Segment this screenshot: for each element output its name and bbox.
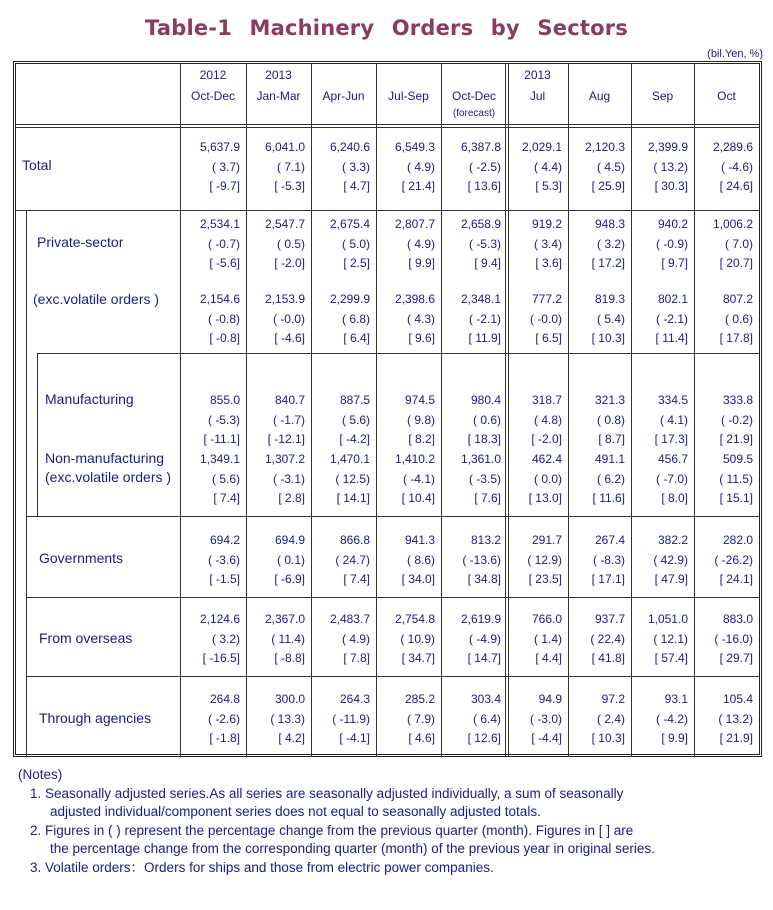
qoq-change-cell: ( -0.2) bbox=[720, 412, 753, 427]
column-header-0 bbox=[180, 65, 246, 107]
yoy-change-cell: [ 17.3] bbox=[654, 432, 688, 446]
qoq-change-cell: ( 6.2) bbox=[596, 471, 625, 486]
qoq-change-cell: ( -11.9) bbox=[332, 711, 370, 726]
column-header-period: Oct-Dec bbox=[190, 89, 235, 103]
value-cell: 2,807.7 bbox=[394, 217, 435, 231]
qoq-change-cell: ( 13.2) bbox=[653, 159, 688, 174]
qoq-change-cell: ( 12.9) bbox=[527, 552, 562, 567]
column-header-year: 2013 bbox=[524, 68, 551, 82]
value-cell: 282.0 bbox=[722, 533, 753, 547]
value-cell: 6,240.6 bbox=[329, 140, 370, 154]
yoy-change-cell: [ 21.9] bbox=[719, 432, 753, 446]
yoy-change-cell: [ -1.8] bbox=[209, 731, 240, 745]
value-cell: 333.8 bbox=[722, 393, 753, 407]
qoq-change-cell: ( 4.9) bbox=[406, 159, 435, 174]
value-cell: 2,348.1 bbox=[460, 292, 501, 306]
column-header-1 bbox=[246, 65, 311, 107]
qoq-change-cell: ( -3.5) bbox=[468, 471, 501, 486]
value-cell: 2,675.4 bbox=[329, 217, 370, 231]
yoy-change-cell: [ 9.9] bbox=[661, 731, 688, 745]
yoy-change-cell: [ 11.4] bbox=[655, 331, 688, 345]
qoq-change-cell: ( 6.4) bbox=[472, 711, 501, 726]
header-divider bbox=[16, 124, 759, 125]
value-cell: 2,483.7 bbox=[329, 612, 370, 626]
qoq-change-cell: ( 5.4) bbox=[596, 311, 625, 326]
yoy-change-cell: [ 8.7] bbox=[598, 432, 625, 446]
value-cell: 267.4 bbox=[594, 533, 625, 547]
yoy-change-cell: [ -5.6] bbox=[209, 256, 240, 270]
qoq-change-cell: ( 5.6) bbox=[211, 471, 240, 486]
row-divider-overseas bbox=[26, 597, 759, 598]
yoy-change-cell: [ 24.1] bbox=[719, 572, 753, 586]
qoq-change-cell: ( 10.9) bbox=[400, 631, 435, 646]
yoy-change-cell: [ 13.0] bbox=[528, 491, 562, 505]
value-cell: 694.9 bbox=[274, 533, 305, 547]
qoq-change-cell: ( 6.8) bbox=[341, 311, 370, 326]
qoq-change-cell: ( 4.4) bbox=[533, 159, 562, 174]
qoq-change-cell: ( -2.1) bbox=[468, 311, 501, 326]
qoq-change-cell: ( -0.9) bbox=[655, 236, 688, 251]
yoy-change-cell: [ 4.7] bbox=[343, 179, 370, 193]
column-header-2 bbox=[311, 65, 376, 107]
qoq-change-cell: ( -16.0) bbox=[714, 631, 753, 646]
value-cell: 6,549.3 bbox=[394, 140, 435, 154]
column-header-year: 2013 bbox=[265, 68, 292, 82]
qoq-change-cell: ( 3.7) bbox=[211, 159, 240, 174]
column-header-year bbox=[441, 65, 507, 86]
value-cell: 1,307.2 bbox=[264, 452, 305, 466]
column-header-period: Sep bbox=[651, 89, 674, 103]
value-cell: 462.4 bbox=[531, 452, 562, 466]
qoq-change-cell: ( -3.6) bbox=[207, 552, 240, 567]
qoq-change-cell: ( 2.4) bbox=[596, 711, 625, 726]
value-cell: 321.3 bbox=[594, 393, 625, 407]
value-cell: 491.1 bbox=[594, 452, 625, 466]
qoq-change-cell: ( 1.4) bbox=[533, 631, 562, 646]
column-header-year bbox=[568, 65, 631, 86]
value-cell: 840.7 bbox=[274, 393, 305, 407]
yoy-change-cell: [ 21.4] bbox=[401, 179, 435, 193]
value-cell: 1,051.0 bbox=[647, 612, 688, 626]
qoq-change-cell: ( -3.0) bbox=[529, 711, 562, 726]
yoy-change-cell: [ 34.8] bbox=[467, 572, 501, 586]
unit-label: (bil.Yen, %) bbox=[707, 48, 763, 60]
qoq-change-cell: ( -4.1) bbox=[402, 471, 435, 486]
yoy-change-cell: [ 7.6] bbox=[474, 491, 501, 505]
value-cell: 919.2 bbox=[531, 217, 562, 231]
qoq-change-cell: ( 4.8) bbox=[533, 412, 562, 427]
column-header-period: Aug bbox=[588, 89, 611, 103]
qoq-change-cell: ( 11.5) bbox=[719, 471, 753, 486]
yoy-change-cell: [ 3.6] bbox=[535, 256, 562, 270]
value-cell: 2,658.9 bbox=[460, 217, 501, 231]
yoy-change-cell: [ 21.9] bbox=[719, 731, 753, 745]
value-cell: 2,619.9 bbox=[460, 612, 501, 626]
yoy-change-cell: [ 41.8] bbox=[591, 651, 625, 665]
yoy-change-cell: [ 7.4] bbox=[213, 491, 240, 505]
notes-heading: (Notes) bbox=[18, 767, 63, 782]
yoy-change-cell: [ 10.3] bbox=[591, 731, 625, 745]
row-label: Non-manufacturing bbox=[45, 450, 165, 466]
value-cell: 264.3 bbox=[339, 692, 370, 706]
yoy-change-cell: [ 20.7] bbox=[719, 256, 753, 270]
value-cell: 300.0 bbox=[274, 692, 305, 706]
qoq-change-cell: ( -3.1) bbox=[272, 471, 305, 486]
value-cell: 2,289.6 bbox=[712, 140, 753, 154]
yoy-change-cell: [ -2.0] bbox=[274, 256, 305, 270]
yoy-change-cell: [ -0.8] bbox=[209, 331, 240, 345]
column-header-year bbox=[376, 65, 441, 86]
qoq-change-cell: ( 12.1) bbox=[653, 631, 688, 646]
row-label: From overseas bbox=[39, 630, 133, 646]
yoy-change-cell: [ -16.5] bbox=[202, 651, 240, 665]
value-cell: 285.2 bbox=[404, 692, 435, 706]
value-cell: 382.2 bbox=[657, 533, 688, 547]
value-cell: 937.7 bbox=[594, 612, 625, 626]
value-cell: 509.5 bbox=[722, 452, 753, 466]
row-label: Governments bbox=[39, 550, 124, 566]
qoq-change-cell: ( 42.9) bbox=[653, 552, 688, 567]
qoq-change-cell: ( -0.8) bbox=[207, 311, 240, 326]
yoy-change-cell: [ 24.6] bbox=[719, 179, 753, 193]
value-cell: 819.3 bbox=[594, 292, 625, 306]
qoq-change-cell: ( 4.5) bbox=[596, 159, 625, 174]
value-cell: 2,367.0 bbox=[264, 612, 305, 626]
yoy-change-cell: [ 34.7] bbox=[401, 651, 435, 665]
value-cell: 766.0 bbox=[531, 612, 562, 626]
value-cell: 456.7 bbox=[657, 452, 688, 466]
qoq-change-cell: ( 7.0) bbox=[724, 236, 753, 251]
column-header-year bbox=[694, 65, 759, 86]
yoy-change-cell: [ 18.3] bbox=[467, 432, 501, 446]
yoy-change-cell: [ -5.3] bbox=[274, 179, 305, 193]
qoq-change-cell: ( -13.6) bbox=[462, 552, 501, 567]
qoq-change-cell: ( 9.8) bbox=[406, 412, 435, 427]
yoy-change-cell: [ -4.2] bbox=[339, 432, 370, 446]
value-cell: 93.1 bbox=[664, 692, 688, 706]
column-header-7 bbox=[631, 65, 694, 107]
note-2-cont: the percentage change from the corresponding quarter (month) of the previous year in original series. bbox=[50, 841, 655, 857]
yoy-change-cell: [ 8.2] bbox=[408, 432, 435, 446]
row-label: Manufacturing bbox=[45, 391, 134, 407]
value-cell: 2,120.3 bbox=[584, 140, 625, 154]
column-header-period: Oct-Dec bbox=[451, 89, 496, 103]
qoq-change-cell: ( 12.5) bbox=[335, 471, 370, 486]
value-cell: 866.8 bbox=[339, 533, 370, 547]
yoy-change-cell: [ 14.1] bbox=[336, 491, 370, 505]
qoq-change-cell: ( -4.9) bbox=[468, 631, 501, 646]
value-cell: 802.1 bbox=[657, 292, 688, 306]
yoy-change-cell: [ 4.6] bbox=[408, 731, 435, 745]
yoy-change-cell: [ 8.0] bbox=[661, 491, 688, 505]
row-divider-governments bbox=[26, 516, 759, 517]
yoy-change-cell: [ -12.1] bbox=[267, 432, 305, 446]
qoq-change-cell: ( -4.6) bbox=[720, 159, 753, 174]
qoq-change-cell: ( 24.7) bbox=[335, 552, 370, 567]
column-header-3 bbox=[376, 65, 441, 107]
qoq-change-cell: ( -1.7) bbox=[272, 412, 305, 427]
yoy-change-cell: [ -8.8] bbox=[274, 651, 305, 665]
qoq-change-cell: ( -0.0) bbox=[529, 311, 562, 326]
qoq-change-cell: ( -0.7) bbox=[207, 236, 240, 251]
value-cell: 807.2 bbox=[722, 292, 753, 306]
column-header-year: 2012 bbox=[199, 68, 227, 82]
yoy-change-cell: [ 25.9] bbox=[591, 179, 625, 193]
row-divider-total bbox=[16, 210, 759, 211]
yoy-change-cell: [ 11.9] bbox=[468, 331, 501, 345]
value-cell: 1,006.2 bbox=[712, 217, 753, 231]
yoy-change-cell: [ 34.0] bbox=[401, 572, 435, 586]
yoy-change-cell: [ 23.5] bbox=[528, 572, 562, 586]
column-header-year bbox=[311, 65, 376, 86]
value-cell: 6,041.0 bbox=[264, 140, 305, 154]
value-cell: 777.2 bbox=[531, 292, 562, 306]
yoy-change-cell: [ 4.4] bbox=[535, 651, 562, 665]
yoy-change-cell: [ -4.1] bbox=[339, 731, 370, 745]
value-cell: 2,154.6 bbox=[199, 292, 240, 306]
qoq-change-cell: ( -7.0) bbox=[655, 471, 688, 486]
qoq-change-cell: ( -4.2) bbox=[655, 711, 688, 726]
qoq-change-cell: ( -2.5) bbox=[468, 159, 501, 174]
yoy-change-cell: [ -1.5] bbox=[209, 572, 240, 586]
yoy-change-cell: [ 14.7] bbox=[467, 651, 501, 665]
yoy-change-cell: [ 30.3] bbox=[654, 179, 688, 193]
value-cell: 334.5 bbox=[657, 393, 688, 407]
yoy-change-cell: [ 17.2] bbox=[591, 256, 625, 270]
qoq-change-cell: ( 4.1) bbox=[659, 412, 688, 427]
value-cell: 948.3 bbox=[594, 217, 625, 231]
yoy-change-cell: [ 17.1] bbox=[591, 572, 625, 586]
value-cell: 887.5 bbox=[339, 393, 370, 407]
qoq-change-cell: ( 13.2) bbox=[718, 711, 753, 726]
yoy-change-cell: [ 7.8] bbox=[343, 651, 370, 665]
note-2: 2. Figures in ( ) represent the percentage change from the previous quarter (month). Figures in [ ] are bbox=[30, 822, 634, 838]
note-1-cont: adjusted individual/component series does not equal to seasonally adjusted totals. bbox=[50, 804, 541, 820]
value-cell: 2,124.6 bbox=[199, 612, 240, 626]
qoq-change-cell: ( 0.5) bbox=[276, 236, 305, 251]
yoy-change-cell: [ 4.2] bbox=[278, 731, 305, 745]
yoy-change-cell: [ -4.4] bbox=[531, 731, 562, 745]
value-cell: 94.9 bbox=[538, 692, 562, 706]
yoy-change-cell: [ 6.4] bbox=[343, 331, 370, 345]
qoq-change-cell: ( 7.9) bbox=[406, 711, 435, 726]
col-divider-qm-a bbox=[505, 64, 506, 756]
value-cell: 2,299.9 bbox=[329, 292, 370, 306]
notes-section bbox=[18, 766, 655, 878]
value-cell: 1,470.1 bbox=[329, 452, 370, 466]
qoq-change-cell: ( 5.0) bbox=[341, 236, 370, 251]
indent-line-private bbox=[26, 210, 27, 756]
yoy-change-cell: [ 47.9] bbox=[654, 572, 688, 586]
value-cell: 883.0 bbox=[722, 612, 753, 626]
value-cell: 2,534.1 bbox=[199, 217, 240, 231]
value-cell: 855.0 bbox=[209, 393, 240, 407]
qoq-change-cell: ( 22.4) bbox=[590, 631, 625, 646]
yoy-change-cell: [ 9.6] bbox=[408, 331, 435, 345]
qoq-change-cell: ( -8.3) bbox=[592, 552, 625, 567]
row-label: (exc.volatile orders ) bbox=[33, 291, 160, 307]
yoy-change-cell: [ 15.1] bbox=[719, 491, 753, 505]
yoy-change-cell: [ 9.7] bbox=[661, 256, 688, 270]
yoy-change-cell: [ 5.3] bbox=[535, 179, 562, 193]
value-cell: 2,398.6 bbox=[394, 292, 435, 306]
yoy-change-cell: [ 2.5] bbox=[343, 256, 370, 270]
qoq-change-cell: ( -2.1) bbox=[655, 311, 688, 326]
yoy-change-cell: [ 57.4] bbox=[654, 651, 688, 665]
column-header-year bbox=[631, 65, 694, 86]
yoy-change-cell: [ 7.4] bbox=[343, 572, 370, 586]
yoy-change-cell: [ -9.7] bbox=[209, 179, 240, 193]
value-cell: 941.3 bbox=[404, 533, 435, 547]
row-label-sub: (exc.volatile orders ) bbox=[45, 469, 172, 485]
qoq-change-cell: ( 0.1) bbox=[276, 552, 305, 567]
value-cell: 264.8 bbox=[209, 692, 240, 706]
qoq-change-cell: ( -2.6) bbox=[207, 711, 240, 726]
qoq-change-cell: ( -5.3) bbox=[207, 412, 240, 427]
qoq-change-cell: ( 4.9) bbox=[341, 631, 370, 646]
qoq-change-cell: ( 0.6) bbox=[724, 311, 753, 326]
header-divider-2 bbox=[16, 127, 759, 128]
qoq-change-cell: ( 3.2) bbox=[596, 236, 625, 251]
yoy-change-cell: [ -2.0] bbox=[531, 432, 562, 446]
row-label: Private-sector bbox=[37, 234, 124, 250]
yoy-change-cell: [ 12.6] bbox=[467, 731, 501, 745]
column-header-period: Jan-Mar bbox=[256, 89, 301, 103]
value-cell: 1,349.1 bbox=[199, 452, 240, 466]
yoy-change-cell: [ -4.6] bbox=[274, 331, 305, 345]
qoq-change-cell: ( 4.3) bbox=[406, 311, 435, 326]
yoy-change-cell: [ 11.6] bbox=[592, 491, 625, 505]
qoq-change-cell: ( 0.6) bbox=[472, 412, 501, 427]
qoq-change-cell: ( -5.3) bbox=[468, 236, 501, 251]
value-cell: 694.2 bbox=[209, 533, 240, 547]
yoy-change-cell: [ 10.3] bbox=[591, 331, 625, 345]
yoy-change-cell: [ 9.9] bbox=[408, 256, 435, 270]
indent-line-manufacturing bbox=[37, 353, 38, 516]
value-cell: 1,410.2 bbox=[394, 452, 435, 466]
column-header-note: (forecast) bbox=[452, 108, 496, 119]
yoy-change-cell: [ -11.1] bbox=[203, 432, 240, 446]
note-3: 3. Volatile orders：Orders for ships and those from electric power companies. bbox=[30, 859, 494, 875]
qoq-change-cell: ( 3.3) bbox=[341, 159, 370, 174]
value-cell: 1,361.0 bbox=[460, 452, 501, 466]
value-cell: 980.4 bbox=[470, 393, 501, 407]
qoq-change-cell: ( 8.6) bbox=[406, 552, 435, 567]
yoy-change-cell: [ 29.7] bbox=[719, 651, 753, 665]
yoy-change-cell: [ 9.4] bbox=[474, 256, 501, 270]
qoq-change-cell: ( 13.3) bbox=[270, 711, 305, 726]
value-cell: 318.7 bbox=[531, 393, 562, 407]
note-1: 1. Seasonally adjusted series.As all series are seasonally adjusted individually, a sum of seasonally bbox=[30, 785, 624, 801]
qoq-change-cell: ( 0.0) bbox=[533, 471, 562, 486]
value-cell: 105.4 bbox=[722, 692, 753, 706]
row-divider-private bbox=[37, 353, 759, 354]
row-label: Total bbox=[22, 157, 52, 173]
yoy-change-cell: [ 6.5] bbox=[535, 331, 562, 345]
column-header-4 bbox=[441, 65, 507, 121]
qoq-change-cell: ( 7.1) bbox=[276, 159, 305, 174]
value-cell: 2,029.1 bbox=[521, 140, 562, 154]
value-cell: 2,153.9 bbox=[264, 292, 305, 306]
yoy-change-cell: [ 13.6] bbox=[467, 179, 501, 193]
qoq-change-cell: ( 3.4) bbox=[533, 236, 562, 251]
qoq-change-cell: ( 3.2) bbox=[211, 631, 240, 646]
yoy-change-cell: [ 17.8] bbox=[719, 331, 753, 345]
value-cell: 974.5 bbox=[404, 393, 435, 407]
row-label: Through agencies bbox=[39, 710, 152, 726]
column-header-8 bbox=[694, 65, 759, 107]
column-header-period: Jul-Sep bbox=[388, 89, 429, 103]
qoq-change-cell: ( -0.0) bbox=[272, 311, 305, 326]
qoq-change-cell: ( -26.2) bbox=[714, 552, 753, 567]
column-header-period: Oct bbox=[717, 89, 736, 103]
yoy-change-cell: [ -6.9] bbox=[274, 572, 305, 586]
column-header-period: Jul bbox=[529, 89, 546, 103]
value-cell: 2,399.9 bbox=[647, 140, 688, 154]
value-cell: 6,387.8 bbox=[460, 140, 501, 154]
column-header-6 bbox=[568, 65, 631, 107]
value-cell: 2,754.8 bbox=[394, 612, 435, 626]
yoy-change-cell: [ 2.8] bbox=[278, 491, 305, 505]
value-cell: 940.2 bbox=[657, 217, 688, 231]
qoq-change-cell: ( 4.9) bbox=[406, 236, 435, 251]
row-divider-agencies bbox=[26, 676, 759, 677]
qoq-change-cell: ( 5.6) bbox=[341, 412, 370, 427]
value-cell: 97.2 bbox=[601, 692, 625, 706]
table-title: Table-1 Machinery Orders by Sectors bbox=[145, 16, 628, 40]
column-header-5 bbox=[507, 65, 568, 107]
value-cell: 291.7 bbox=[531, 533, 562, 547]
value-cell: 813.2 bbox=[470, 533, 501, 547]
column-header-period: Apr-Jun bbox=[322, 89, 365, 103]
value-cell: 303.4 bbox=[470, 692, 501, 706]
value-cell: 2,547.7 bbox=[264, 217, 305, 231]
value-cell: 5,637.9 bbox=[199, 140, 240, 154]
qoq-change-cell: ( 0.8) bbox=[596, 412, 625, 427]
yoy-change-cell: [ 10.4] bbox=[401, 491, 435, 505]
qoq-change-cell: ( 11.4) bbox=[271, 631, 305, 646]
